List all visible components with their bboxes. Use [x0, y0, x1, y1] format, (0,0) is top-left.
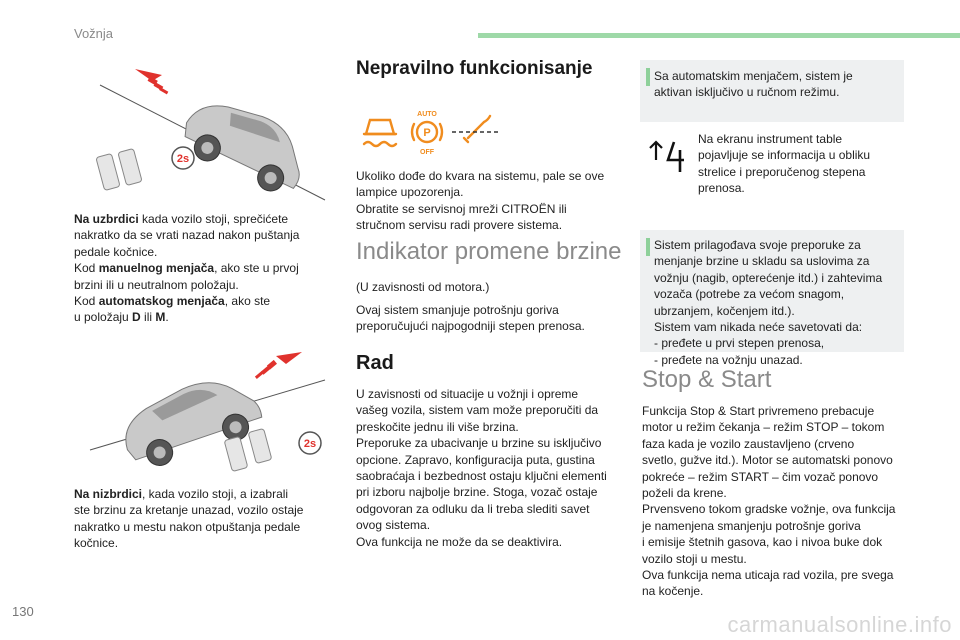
- engine-note: (U zavisnosti od motora.): [356, 280, 490, 294]
- instrument-panel-text: Na ekranu instrument table pojavljuje se informacija u obliku strelice i preporučenog stepena prenosa.: [698, 132, 871, 196]
- svg-text:2s: 2s: [176, 153, 190, 165]
- section-title: Vožnja: [74, 26, 114, 41]
- heading-stop-start: Stop & Start: [642, 366, 772, 393]
- gear-indicator-text: Ovaj sistem smanjuje potrošnju goriva preporučujući najpogodniji stepen prenosa.: [356, 303, 585, 334]
- heading-operation: Rad: [356, 352, 394, 374]
- malfunction-text: Ukoliko dođe do kvara na sistemu, pale se ove lampice upozorenja. Obratite se servisnoj mreži CITROËN ili stručnom servisu radi provere sistema.: [356, 169, 605, 233]
- info-box-automatic: Sa automatskim menjačem, sistem je aktivan isključivo u ručnom režimu.: [640, 60, 904, 122]
- operation-text: U zavisnosti od situacije u vožnji i opreme vašeg vozila, sistem vam može preporučiti da preskočite jednu ili više brzina. Preporuke za ubacivanje u brzine su isključivo opcione. Zapravo, konfiguracija puta, gustina saobraćaja i bezbednost ostaju ključni elementi pri izboru najbolje brzine. Stoga, vozač ostaje odgovoran za odluku da li treba slediti savet ovog sistema. Ova funkcija ne može da se deaktivira.: [356, 387, 607, 549]
- uphill-car-illustration: [80, 55, 330, 205]
- info-icon: [646, 238, 650, 256]
- heading-malfunction: Nepravilno funkcionisanje: [356, 58, 593, 79]
- info-box-adaptation: Sistem prilagođava svoje preporuke za menjanje brzine u skladu sa uslovima za vožnju (nagib, opterećenje itd.) i zahtevima vozača (potrebe za većom snagom, ubrzanjem, kočenjem itd.). Sistem vam nikada neće savetovati da: - pređete u prvi stepen prenosa, - pređete na vožnju unazad.: [640, 230, 904, 352]
- svg-text:P: P: [423, 127, 431, 139]
- heading-gear-indicator: Indikator promene brzine: [356, 238, 622, 265]
- svg-text:OFF: OFF: [420, 149, 434, 156]
- watermark: carmanualsonline.info: [727, 612, 952, 637]
- header-accent-bar: [478, 33, 960, 38]
- svg-text:AUTO: AUTO: [417, 111, 437, 118]
- warning-lamps-icons: [360, 108, 500, 156]
- stop-start-text: Funkcija Stop & Start privremeno prebacuje motor u režim čekanja – režim STOP – tokom faza kada je vozilo zaustavljeno (crveno svetlo, gužve itd.). Motor se automatski ponovo pokreće – režim START – čim vozač ponovo poželi da krene. Prvensveno tokom gradske vožnje, ova funkcija je namenjena smanjenju potrošnje goriva i emisije štetnih gasova, kao i nivoa buke dok vozilo stoji u mestu. Ova funkcija nema uticaja rad vozila, pre svega na kočenje.: [642, 404, 896, 599]
- gear-indicator-icon: [646, 138, 688, 174]
- info-icon: [646, 68, 650, 86]
- uphill-text: Na uzbrdici kada vozilo stoji, sprečićete nakratko da se vrati nazad nakon puštanja pedale kočnice. Kod manuelnog menjača, ako ste u prvoj brzini ili u neutralnom položaju. Kod automatskog menjača, ako ste u položaju D ili M.: [74, 212, 300, 325]
- downhill-car-illustration: [80, 330, 330, 480]
- page-number: 130: [12, 604, 34, 619]
- downhill-text: Na nizbrdici, kada vozilo stoji, a izabrali ste brzinu za kretanje unazad, vozilo ostaje nakratko u mestu nakon otpuštanja pedale kočnice.: [74, 487, 304, 551]
- svg-text:2s: 2s: [303, 438, 317, 450]
